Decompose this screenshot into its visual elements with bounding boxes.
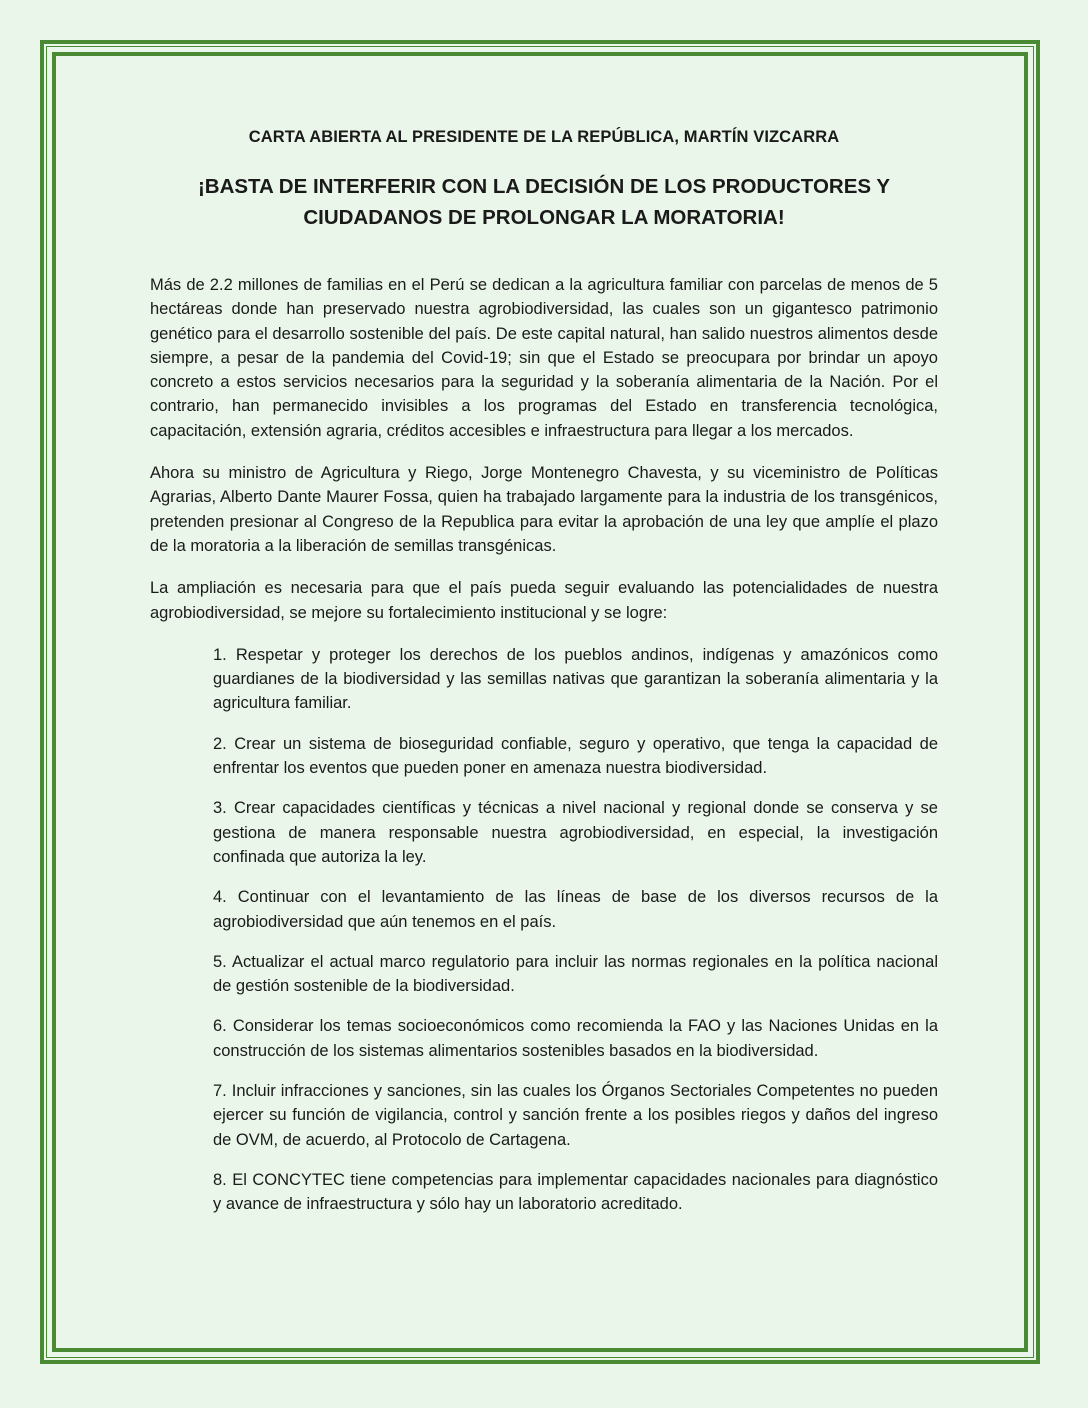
letter-subtitle: CARTA ABIERTA AL PRESIDENTE DE LA REPÚBLICA, MARTÍN VIZCARRA	[248, 128, 840, 146]
list-item: 2. Crear un sistema de bioseguridad confiable, seguro y operativo, que tenga la capacidad de enfrentar los eventos que pueden poner en amenaza nuestra biodiversidad.	[213, 734, 938, 778]
list-item: 4. Continuar con el levantamiento de las líneas de base de los diversos recursos de la agrobiodiversidad que aún tenemos en el país.	[213, 888, 938, 931]
title-line-1: ¡BASTA DE INTERFERIR CON LA DECISIÓN DE LOS PRODUCTORES Y	[197, 175, 891, 198]
list-item: 7. Incluir infracciones y sanciones, sin las cuales los Órganos Sectoriales Competentes no pueden ejercer su función de vigilancia, control y sanción frente a los posibles riegos y daños del ingreso de OVM, de acuerdo, al Protocolo de Cartagena.	[213, 1082, 938, 1149]
list-item: 6. Considerar los temas socioeconómicos como recomienda la FAO y las Naciones Unidas en la construcción de los sistemas alimentarios sostenibles basados en la biodiversidad.	[213, 1017, 938, 1060]
list-item: 8. El CONCYTEC tiene competencias para implementar capacidades nacionales para diagnóstico y avance de infraestructura y sólo hay un laboratorio acreditado.	[213, 1170, 938, 1214]
letter-content	[150, 128, 938, 1233]
paragraph-ampliacion: La ampliación es necesaria para que el país pueda seguir evaluando las potencialidades de nuestra agrobiodiversidad, se mejore su fortalecimiento institucional y se logre:	[150, 579, 938, 622]
paragraph-ministers: Ahora su ministro de Agricultura y Riego, Jorge Montenegro Chavesta, y su viceministro de Políticas Agrarias, Alberto Dante Maurer Fossa, quien ha trabajado largamente para la industria de los transgénicos, pretenden presionar al Congreso de la Republica para evitar la aprobación de una ley que amplíe el plazo de la moratoria a la liberación de semillas transgénicas.	[150, 464, 938, 555]
letter-title	[150, 171, 938, 233]
title-line-2: CIUDADANOS DE PROLONGAR LA MORATORIA!	[303, 206, 785, 229]
list-item: 5. Actualizar el actual marco regulatorio para incluir las normas regionales en la política nacional de gestión sostenible de la biodiversidad.	[213, 952, 938, 996]
paragraph-intro: Más de 2.2 millones de familias en el Perú se dedican a la agricultura familiar con parcelas de menos de 5 hectáreas donde han preservado nuestra agrobiodiversidad, las cuales son un gigantesco patrimonio genético para el desarrollo sostenible del país. De este capital natural, han salido nuestros alimentos desde siempre, a pesar de la pandemia del Covid-19; sin que el Estado se preocupara por brindar un apoyo concreto a estos servicios necesarios para la seguridad y la soberanía alimentaria de la Nación. Por el contrario, han permanecido invisibles a los programas del Estado en transferencia tecnológica, capacitación, extensión agraria, créditos accesibles e infraestructura para llegar a los mercados.	[150, 276, 938, 440]
demands-list	[213, 643, 938, 1217]
list-item: 3. Crear capacidades científicas y técnicas a nivel nacional y regional donde se conserva y se gestiona de manera responsable nuestra agrobiodiversidad, en especial, la investigación confinada que autoriza la ley.	[213, 799, 938, 866]
list-item: 1. Respetar y proteger los derechos de los pueblos andinos, indígenas y amazónicos como guardianes de la biodiversidad y las semillas nativas que garantizan la soberanía alimentaria y la agricultura familiar.	[213, 645, 938, 713]
